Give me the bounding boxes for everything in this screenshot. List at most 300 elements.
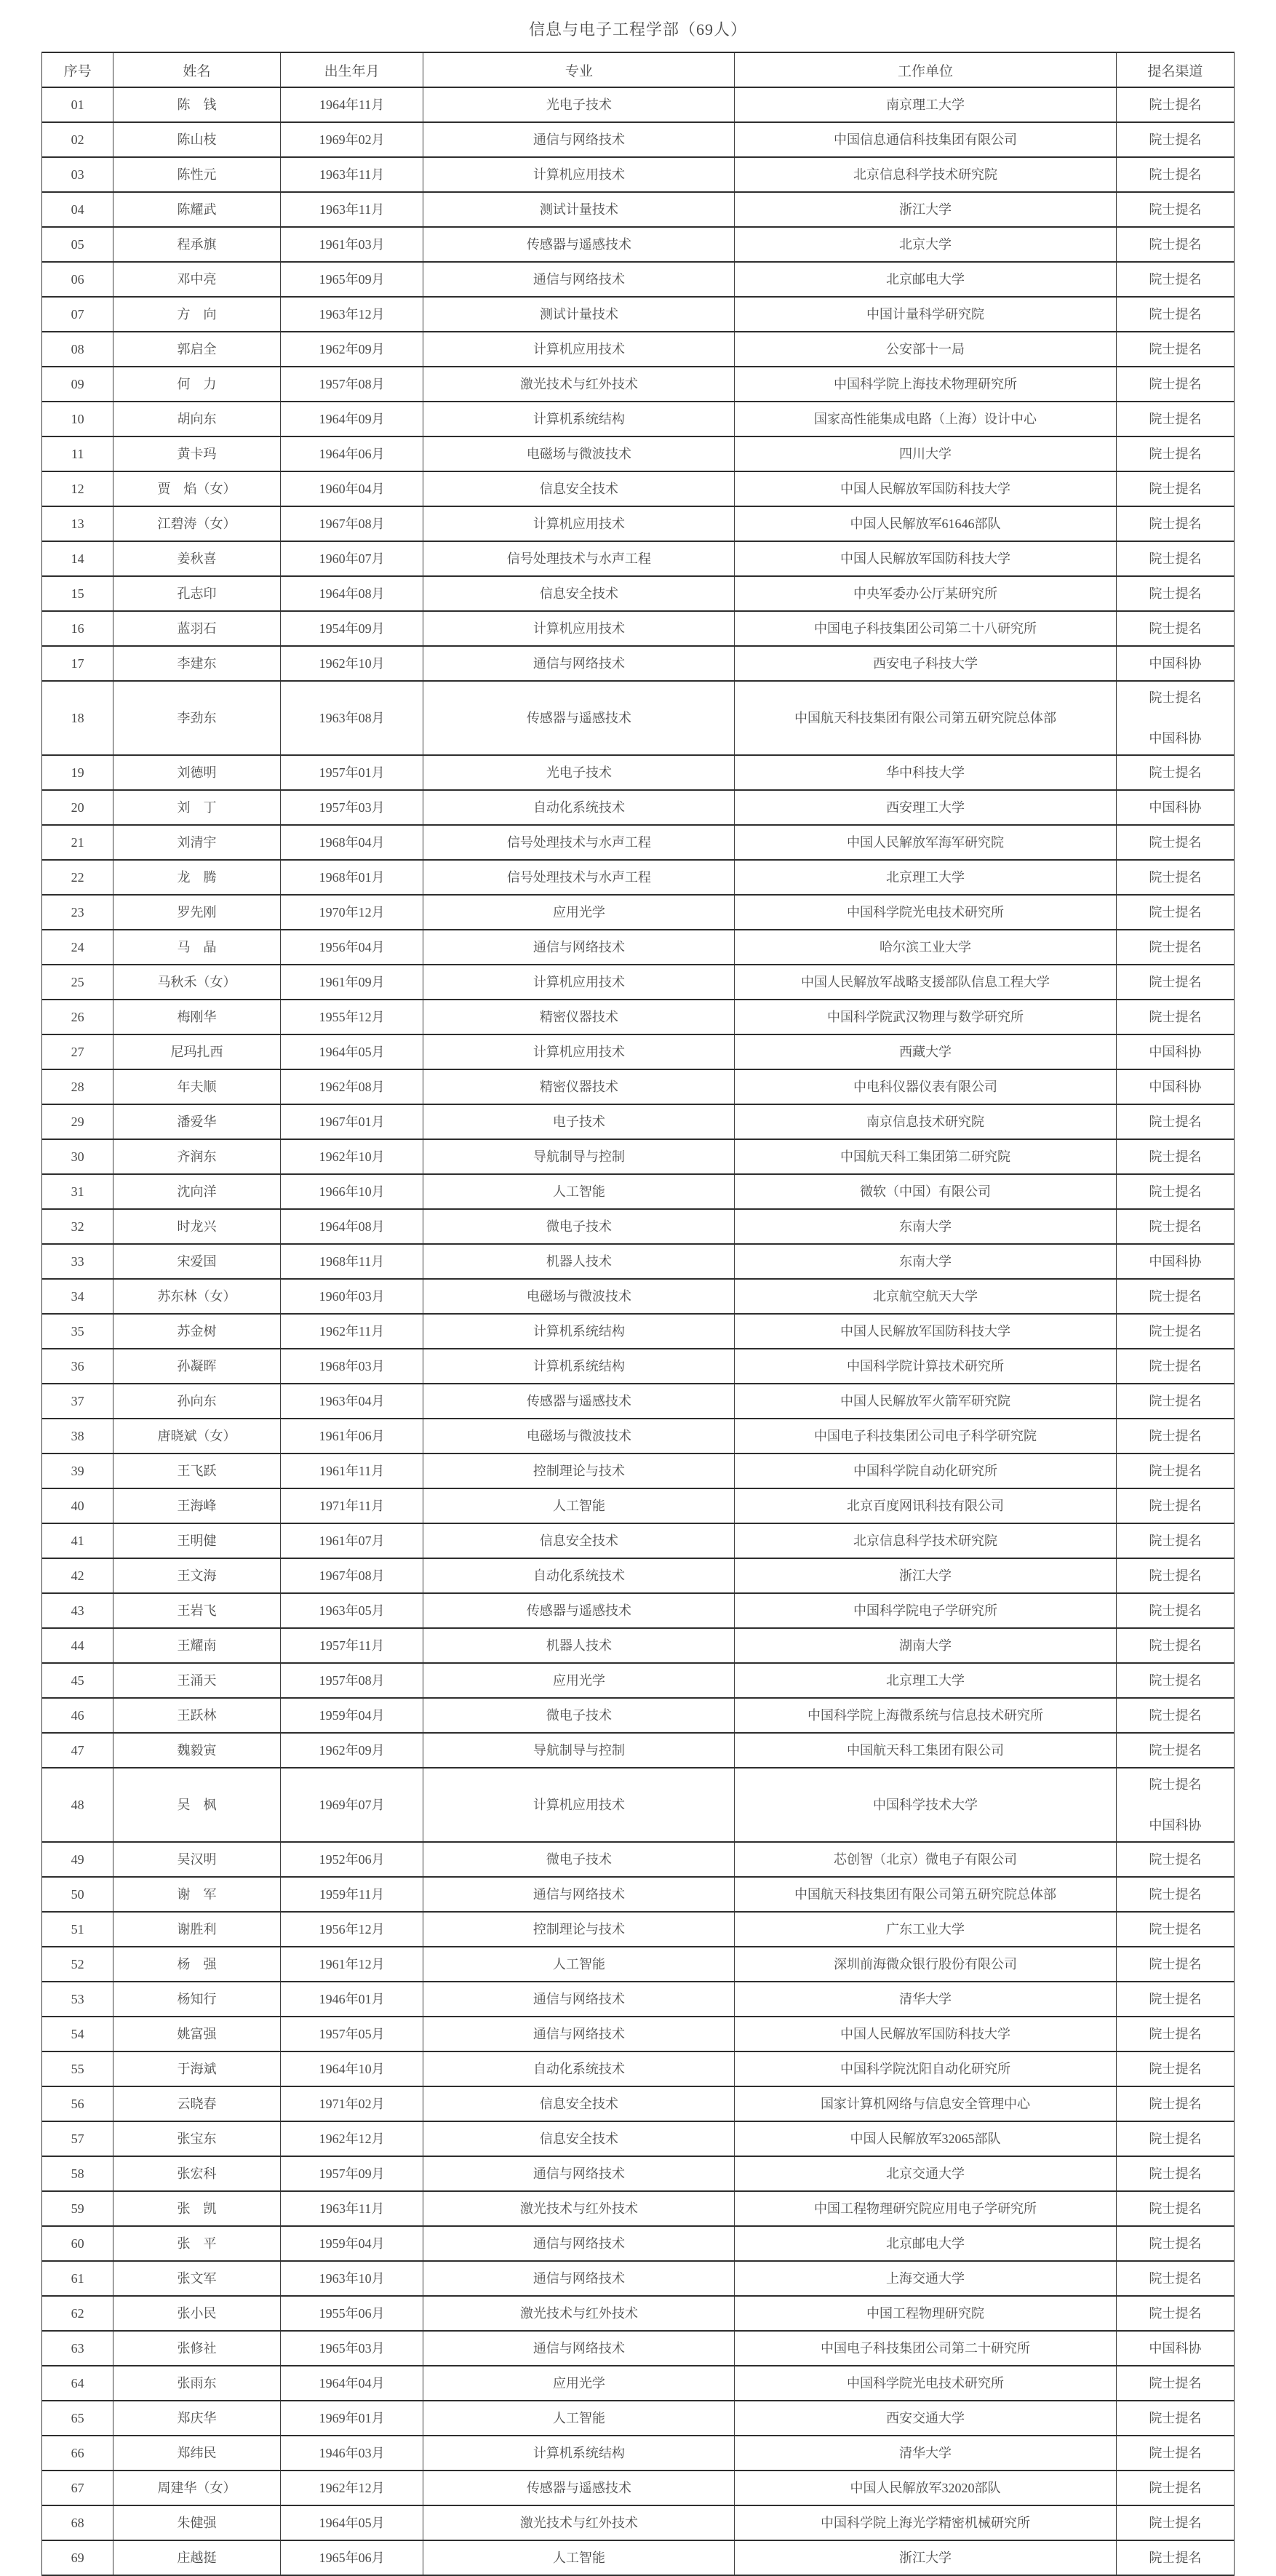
cell-no: 16: [42, 611, 113, 646]
cell-org: 西藏大学: [735, 1034, 1116, 1069]
cell-no: 38: [42, 1419, 113, 1454]
cell-major: 控制理论与技术: [423, 1454, 735, 1488]
cell-name: 魏毅寅: [113, 1733, 280, 1768]
cell-channel: [1116, 2051, 1234, 2086]
channel-stack: [1121, 1079, 1229, 1096]
cell-no: 65: [42, 2401, 113, 2436]
cell-channel: [1116, 2226, 1234, 2261]
channel-label: 院士提名: [1149, 1777, 1202, 1792]
channel-label: 院士提名: [1149, 2515, 1202, 2530]
cell-channel: [1116, 1384, 1234, 1419]
cell-major: 机器人技术: [423, 1244, 735, 1279]
cell-name: 刘 丁: [113, 790, 280, 825]
cell-name: 尼玛扎西: [113, 1034, 280, 1069]
cell-major: 激光技术与红外技术: [423, 2505, 735, 2540]
cell-no: 49: [42, 1842, 113, 1877]
cell-org: 中国科学院上海光学精密机械研究所: [735, 2505, 1116, 2540]
cell-birth: 1967年01月: [280, 1104, 423, 1139]
cell-channel: [1116, 122, 1234, 157]
table-row: [42, 2017, 1235, 2051]
table-body: [42, 87, 1235, 2575]
cell-channel: [1116, 262, 1234, 297]
table-row: [42, 402, 1235, 436]
channel-label: 院士提名: [1149, 765, 1202, 780]
channel-stack: [1121, 904, 1229, 921]
table-row: [42, 1174, 1235, 1209]
cell-org: 北京理工大学: [735, 860, 1116, 895]
channel-label: 中国科协: [1149, 1818, 1202, 1833]
cell-org: 国家高性能集成电路（上海）设计中心: [735, 402, 1116, 436]
cell-org: 中电科仪器仪表有限公司: [735, 1069, 1116, 1104]
header-name: 姓名: [113, 52, 280, 87]
cell-birth: 1969年07月: [280, 1768, 423, 1842]
cell-no: 61: [42, 2261, 113, 2296]
table-row: [42, 506, 1235, 541]
cell-channel: [1116, 1139, 1234, 1174]
channel-label: 院士提名: [1149, 869, 1202, 885]
channel-label: 院士提名: [1149, 132, 1202, 147]
cell-name: 张 平: [113, 2226, 280, 2261]
channel-label: 院士提名: [1149, 2445, 1202, 2460]
cell-org: 上海交通大学: [735, 2261, 1116, 2296]
cell-major: 信号处理技术与水声工程: [423, 860, 735, 895]
cell-no: 01: [42, 87, 113, 122]
cell-org: 微软（中国）有限公司: [735, 1174, 1116, 1209]
cell-birth: 1956年04月: [280, 930, 423, 965]
cell-name: 年夫顺: [113, 1069, 280, 1104]
table-row: [42, 1698, 1235, 1733]
channel-label: 中国科协: [1149, 1044, 1202, 1059]
cell-channel: [1116, 87, 1234, 122]
cell-major: 通信与网络技术: [423, 1877, 735, 1912]
cell-org: 国家计算机网络与信息安全管理中心: [735, 2086, 1116, 2121]
cell-major: 人工智能: [423, 2401, 735, 2436]
table-row: [42, 122, 1235, 157]
cell-name: 潘爱华: [113, 1104, 280, 1139]
cell-org: 中国科学院上海技术物理研究所: [735, 367, 1116, 402]
channel-label: 院士提名: [1149, 2270, 1202, 2286]
cell-no: 13: [42, 506, 113, 541]
table-row: [42, 2540, 1235, 2575]
cell-channel: [1116, 1244, 1234, 1279]
cell-name: 郭启全: [113, 332, 280, 367]
cell-major: 人工智能: [423, 2540, 735, 2575]
channel-label: 院士提名: [1149, 97, 1202, 112]
cell-birth: 1963年04月: [280, 1384, 423, 1419]
channel-stack: [1121, 2515, 1229, 2532]
cell-no: 31: [42, 1174, 113, 1209]
cell-major: 计算机应用技术: [423, 332, 735, 367]
cell-channel: [1116, 1523, 1234, 1558]
table-row: [42, 1768, 1235, 1842]
cell-no: 08: [42, 332, 113, 367]
channel-stack: [1121, 516, 1229, 533]
table-row: [42, 1244, 1235, 1279]
cell-name: 江碧涛（女）: [113, 506, 280, 541]
cell-birth: 1964年08月: [280, 576, 423, 611]
channel-stack: [1121, 1603, 1229, 1619]
cell-org: 北京航空航天大学: [735, 1279, 1116, 1314]
cell-org: 芯创智（北京）微电子有限公司: [735, 1842, 1116, 1877]
cell-major: 通信与网络技术: [423, 2156, 735, 2191]
cell-name: 何 力: [113, 367, 280, 402]
cell-no: 36: [42, 1349, 113, 1384]
cell-name: 张宝东: [113, 2121, 280, 2156]
cell-no: 03: [42, 157, 113, 192]
cell-channel: [1116, 611, 1234, 646]
cell-major: 精密仪器技术: [423, 1069, 735, 1104]
cell-channel: [1116, 646, 1234, 681]
cell-org: 北京大学: [735, 227, 1116, 262]
cell-major: 通信与网络技术: [423, 646, 735, 681]
cell-birth: 1959年04月: [280, 2226, 423, 2261]
cell-no: 60: [42, 2226, 113, 2261]
cell-birth: 1970年12月: [280, 895, 423, 930]
channel-label: 院士提名: [1149, 167, 1202, 182]
cell-channel: [1116, 1314, 1234, 1349]
cell-channel: [1116, 541, 1234, 576]
table-row: [42, 436, 1235, 471]
cell-major: 机器人技术: [423, 1628, 735, 1663]
cell-org: 中国人民解放军国防科技大学: [735, 471, 1116, 506]
cell-channel: [1116, 2296, 1234, 2331]
channel-label: 院士提名: [1149, 2550, 1202, 2565]
cell-name: 黄卡玛: [113, 436, 280, 471]
cell-birth: 1963年11月: [280, 157, 423, 192]
channel-stack: [1121, 2201, 1229, 2217]
cell-name: 于海斌: [113, 2051, 280, 2086]
cell-major: 信息安全技术: [423, 471, 735, 506]
channel-label: 院士提名: [1149, 202, 1202, 217]
cell-org: 东南大学: [735, 1244, 1116, 1279]
table-row: [42, 576, 1235, 611]
channel-stack: [1121, 1498, 1229, 1515]
cell-major: 通信与网络技术: [423, 2331, 735, 2366]
channel-stack: [1121, 1323, 1229, 1340]
cell-major: 传感器与遥感技术: [423, 227, 735, 262]
cell-no: 06: [42, 262, 113, 297]
cell-channel: [1116, 895, 1234, 930]
table-row: [42, 1034, 1235, 1069]
channel-stack: [1121, 1742, 1229, 1759]
table-row: [42, 611, 1235, 646]
cell-org: 中国航天科工集团有限公司: [735, 1733, 1116, 1768]
cell-birth: 1969年02月: [280, 122, 423, 157]
cell-major: 传感器与遥感技术: [423, 2471, 735, 2505]
cell-major: 导航制导与控制: [423, 1733, 735, 1768]
channel-label: 院士提名: [1149, 2026, 1202, 2041]
table-row: [42, 2156, 1235, 2191]
cell-major: 电磁场与微波技术: [423, 1279, 735, 1314]
cell-major: 自动化系统技术: [423, 2051, 735, 2086]
channel-label: 院士提名: [1149, 1991, 1202, 2006]
cell-major: 导航制导与控制: [423, 1139, 735, 1174]
cell-channel: [1116, 930, 1234, 965]
cell-channel: [1116, 1663, 1234, 1698]
cell-birth: 1964年11月: [280, 87, 423, 122]
cell-org: 中国科学院自动化研究所: [735, 1454, 1116, 1488]
channel-label: 院士提名: [1149, 1463, 1202, 1478]
cell-no: 02: [42, 122, 113, 157]
cell-major: 通信与网络技术: [423, 122, 735, 157]
cell-name: 贾 焰（女）: [113, 471, 280, 506]
table-header: [42, 52, 1235, 87]
cell-name: 孙向东: [113, 1384, 280, 1419]
cell-org: 中国人民解放军火箭军研究院: [735, 1384, 1116, 1419]
cell-no: 12: [42, 471, 113, 506]
cell-name: 姚富强: [113, 2017, 280, 2051]
channel-label: 院士提名: [1149, 1009, 1202, 1024]
cell-major: 计算机系统结构: [423, 1349, 735, 1384]
cell-birth: 1957年08月: [280, 1663, 423, 1698]
cell-org: 北京信息科学技术研究院: [735, 157, 1116, 192]
channel-stack: [1121, 2270, 1229, 2287]
channel-label: 中国科协: [1149, 731, 1202, 746]
cell-major: 精密仪器技术: [423, 1000, 735, 1034]
cell-channel: [1116, 192, 1234, 227]
table-row: [42, 1663, 1235, 1698]
cell-name: 张宏科: [113, 2156, 280, 2191]
cell-org: 浙江大学: [735, 192, 1116, 227]
table-row: [42, 471, 1235, 506]
cell-channel: [1116, 1069, 1234, 1104]
cell-channel: [1116, 2436, 1234, 2471]
channel-label: 院士提名: [1149, 1886, 1202, 1902]
cell-org: 中国航天科技集团有限公司第五研究院总体部: [735, 681, 1116, 755]
channel-stack: [1121, 1777, 1229, 1834]
cell-no: 23: [42, 895, 113, 930]
cell-channel: [1116, 1842, 1234, 1877]
channel-stack: [1121, 1009, 1229, 1026]
table-row: [42, 2191, 1235, 2226]
channel-label: 院士提名: [1149, 2236, 1202, 2251]
cell-birth: 1946年01月: [280, 1982, 423, 2017]
channel-stack: [1121, 621, 1229, 637]
table-row: [42, 541, 1235, 576]
channel-label: 院士提名: [1149, 376, 1202, 391]
channel-stack: [1121, 236, 1229, 253]
channel-label: 院士提名: [1149, 2375, 1202, 2390]
channel-label: 院士提名: [1149, 341, 1202, 356]
channel-label: 中国科协: [1149, 2340, 1202, 2356]
cell-org: 哈尔滨工业大学: [735, 930, 1116, 965]
cell-birth: 1971年02月: [280, 2086, 423, 2121]
cell-major: 传感器与遥感技术: [423, 1593, 735, 1628]
cell-name: 王跃林: [113, 1698, 280, 1733]
cell-org: 浙江大学: [735, 2540, 1116, 2575]
cell-name: 宋爱国: [113, 1244, 280, 1279]
cell-major: 通信与网络技术: [423, 930, 735, 965]
cell-channel: [1116, 1558, 1234, 1593]
channel-label: 院士提名: [1149, 834, 1202, 850]
cell-name: 陈山枝: [113, 122, 280, 157]
cell-org: 南京理工大学: [735, 87, 1116, 122]
cell-channel: [1116, 367, 1234, 402]
table-row: [42, 2086, 1235, 2121]
cell-no: 54: [42, 2017, 113, 2051]
channel-stack: [1121, 2026, 1229, 2043]
cell-org: 中国科学院电子学研究所: [735, 1593, 1116, 1628]
cell-major: 激光技术与红外技术: [423, 2296, 735, 2331]
table-row: [42, 1384, 1235, 1419]
cell-name: 张雨东: [113, 2366, 280, 2401]
table-row: [42, 1628, 1235, 1663]
cell-channel: [1116, 1733, 1234, 1768]
cell-no: 37: [42, 1384, 113, 1419]
channel-label: 院士提名: [1149, 481, 1202, 496]
cell-birth: 1959年04月: [280, 1698, 423, 1733]
table-row: [42, 1523, 1235, 1558]
channel-label: 院士提名: [1149, 306, 1202, 322]
cell-no: 39: [42, 1454, 113, 1488]
cell-org: 中国电子科技集团公司第二十研究所: [735, 2331, 1116, 2366]
cell-org: 湖南大学: [735, 1628, 1116, 1663]
cell-birth: 1961年06月: [280, 1419, 423, 1454]
cell-name: 李劲东: [113, 681, 280, 755]
cell-name: 刘德明: [113, 755, 280, 790]
cell-org: 中国人民解放军国防科技大学: [735, 1314, 1116, 1349]
table-row: [42, 2366, 1235, 2401]
cell-channel: [1116, 506, 1234, 541]
cell-birth: 1961年12月: [280, 1947, 423, 1982]
cell-major: 计算机系统结构: [423, 402, 735, 436]
cell-major: 通信与网络技术: [423, 2261, 735, 2296]
channel-stack: [1121, 2480, 1229, 2497]
cell-org: 中国人民解放军32065部队: [735, 2121, 1116, 2156]
table-row: [42, 2401, 1235, 2436]
cell-no: 48: [42, 1768, 113, 1842]
page-title: 信息与电子工程学部（69人）: [528, 20, 747, 39]
cell-major: 光电子技术: [423, 755, 735, 790]
cell-channel: [1116, 1174, 1234, 1209]
cell-channel: [1116, 1349, 1234, 1384]
cell-channel: [1116, 2086, 1234, 2121]
channel-stack: [1121, 202, 1229, 218]
table-row: [42, 1454, 1235, 1488]
cell-org: 华中科技大学: [735, 755, 1116, 790]
channel-label: 院士提名: [1149, 1288, 1202, 1304]
channel-label: 院士提名: [1149, 1533, 1202, 1548]
cell-no: 56: [42, 2086, 113, 2121]
cell-name: 张 凯: [113, 2191, 280, 2226]
cell-no: 68: [42, 2505, 113, 2540]
channel-stack: [1121, 2236, 1229, 2252]
cell-org: 北京百度网讯科技有限公司: [735, 1488, 1116, 1523]
table-row: [42, 367, 1235, 402]
cell-birth: 1960年07月: [280, 541, 423, 576]
cell-no: 55: [42, 2051, 113, 2086]
channel-label: 院士提名: [1149, 1603, 1202, 1618]
channel-stack: [1121, 1886, 1229, 1903]
cell-birth: 1959年11月: [280, 1877, 423, 1912]
cell-no: 64: [42, 2366, 113, 2401]
channel-label: 院士提名: [1149, 2096, 1202, 2111]
cell-org: 北京邮电大学: [735, 262, 1116, 297]
table-row: [42, 646, 1235, 681]
channel-label: 院士提名: [1149, 1921, 1202, 1937]
cell-channel: [1116, 825, 1234, 860]
cell-no: 53: [42, 1982, 113, 2017]
channel-label: 院士提名: [1149, 690, 1202, 705]
cell-birth: 1964年06月: [280, 436, 423, 471]
cell-channel: [1116, 157, 1234, 192]
cell-name: 庄越挺: [113, 2540, 280, 2575]
cell-birth: 1962年10月: [280, 646, 423, 681]
table-row: [42, 1104, 1235, 1139]
cell-major: 信息安全技术: [423, 2086, 735, 2121]
channel-label: 院士提名: [1149, 1358, 1202, 1373]
cell-birth: 1967年08月: [280, 506, 423, 541]
header-birth: 出生年月: [280, 52, 423, 87]
channel-label: 院士提名: [1149, 1184, 1202, 1199]
channel-stack: [1121, 869, 1229, 886]
channel-stack: [1121, 411, 1229, 428]
channel-label: 院士提名: [1149, 904, 1202, 920]
cell-name: 罗先刚: [113, 895, 280, 930]
cell-name: 苏东林（女）: [113, 1279, 280, 1314]
cell-birth: 1964年05月: [280, 2505, 423, 2540]
channel-label: 院士提名: [1149, 939, 1202, 954]
cell-major: 计算机应用技术: [423, 965, 735, 1000]
cell-birth: 1961年07月: [280, 1523, 423, 1558]
cell-no: 10: [42, 402, 113, 436]
channel-stack: [1121, 1184, 1229, 1200]
cell-birth: 1963年11月: [280, 192, 423, 227]
header-major: 专业: [423, 52, 735, 87]
cell-org: 西安交通大学: [735, 2401, 1116, 2436]
cell-channel: [1116, 1912, 1234, 1947]
cell-birth: 1960年04月: [280, 471, 423, 506]
cell-birth: 1963年08月: [280, 681, 423, 755]
cell-org: 北京理工大学: [735, 1663, 1116, 1698]
cell-org: 中国电子科技集团公司第二十八研究所: [735, 611, 1116, 646]
channel-label: 院士提名: [1149, 411, 1202, 426]
cell-org: 中国科学技术大学: [735, 1768, 1116, 1842]
cell-name: 王海峰: [113, 1488, 280, 1523]
cell-org: 中国人民解放军海军研究院: [735, 825, 1116, 860]
channel-stack: [1121, 2375, 1229, 2392]
table-row: [42, 332, 1235, 367]
channel-label: 院士提名: [1149, 2061, 1202, 2076]
channel-stack: [1121, 1568, 1229, 1584]
table-row: [42, 790, 1235, 825]
cell-no: 67: [42, 2471, 113, 2505]
table-row: [42, 1209, 1235, 1244]
table-row: [42, 825, 1235, 860]
cell-major: 应用光学: [423, 2366, 735, 2401]
cell-name: 王文海: [113, 1558, 280, 1593]
table-row: [42, 895, 1235, 930]
cell-no: 11: [42, 436, 113, 471]
cell-no: 69: [42, 2540, 113, 2575]
cell-birth: 1962年11月: [280, 1314, 423, 1349]
cell-birth: 1963年11月: [280, 2191, 423, 2226]
channel-stack: [1121, 834, 1229, 851]
cell-name: 王明健: [113, 1523, 280, 1558]
cell-name: 龙 腾: [113, 860, 280, 895]
channel-label: 院士提名: [1149, 2131, 1202, 2146]
cell-no: 58: [42, 2156, 113, 2191]
cell-org: 东南大学: [735, 1209, 1116, 1244]
cell-major: 计算机系统结构: [423, 2436, 735, 2471]
cell-no: 18: [42, 681, 113, 755]
cell-channel: [1116, 755, 1234, 790]
cell-birth: 1962年08月: [280, 1069, 423, 1104]
channel-stack: [1121, 1358, 1229, 1375]
channel-stack: [1121, 132, 1229, 148]
channel-stack: [1121, 1851, 1229, 1868]
cell-no: 22: [42, 860, 113, 895]
